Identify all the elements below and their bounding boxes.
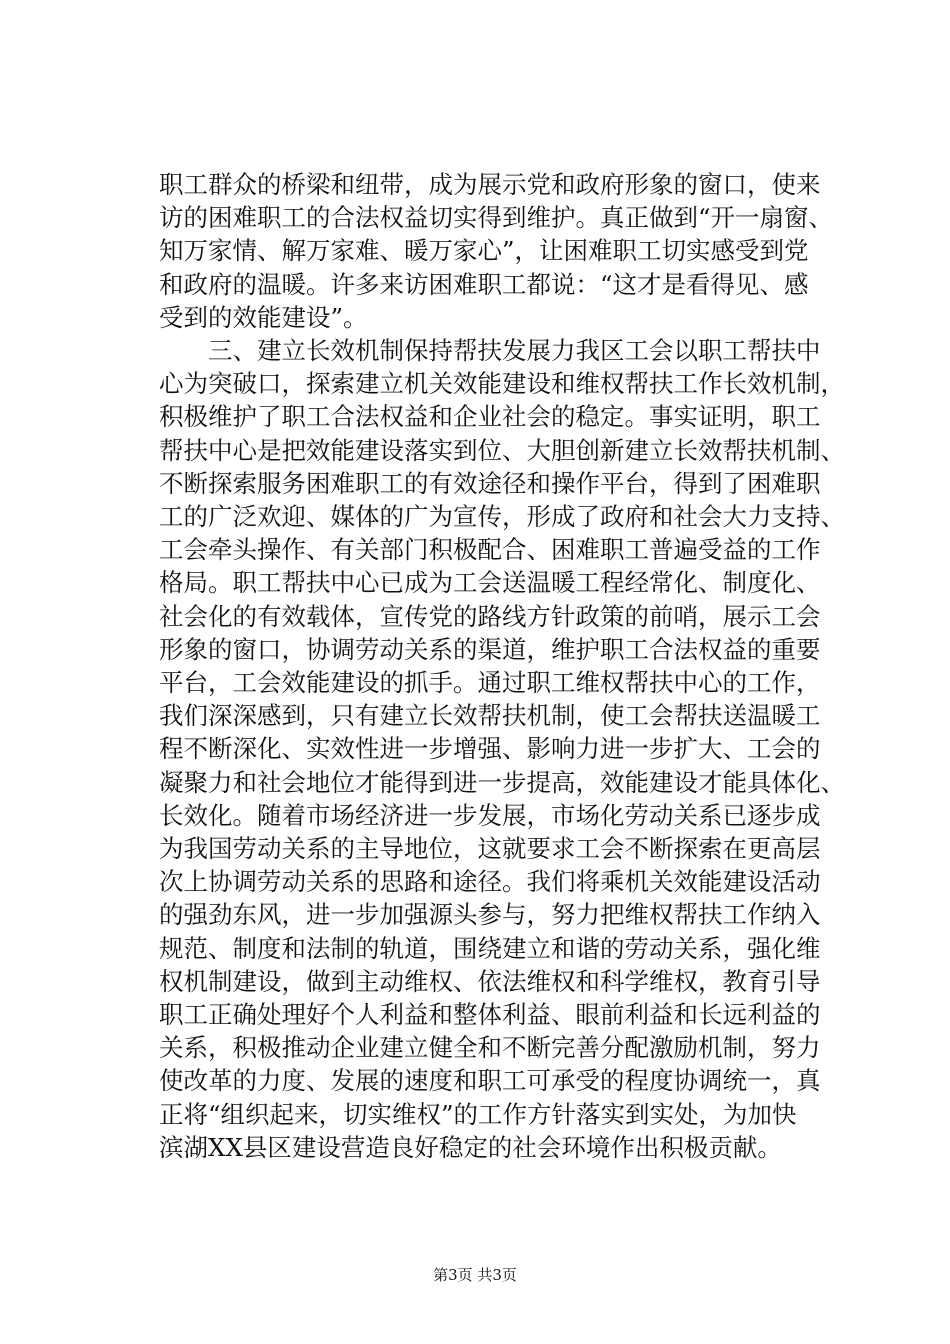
text-line: 帮扶中心是把效能建设落实到位、大胆创新建立长效帮扶机制、 [159,435,845,465]
text-line: 正将“组织起来，切实维权”的工作方针落实到实处，为加快 [159,1099,797,1129]
text-line: 规范、制度和法制的轨道，围绕建立和谐的劳动关系，强化维 [159,933,821,963]
text-line: 社会化的有效载体，宣传党的路线方针政策的前哨，展示工会 [159,601,821,631]
text-line: 平台，工会效能建设的抓手。通过职工维权帮扶中心的工作， [159,668,821,698]
text-line: 长效化。随着市场经济进一步发展，市场化劳动关系已逐步成 [159,800,821,830]
text-line: 不断探索服务困难职工的有效途径和操作平台，得到了困难职 [159,468,821,498]
text-line: 受到的效能建设”。 [159,302,368,332]
page-number-footer: 第3页 共3页 [433,1266,517,1284]
paragraph-heading-line: 三、建立长效机制保持帮扶发展力我区工会以职工帮扶中 [159,336,821,366]
text-line: 关系，积极推动企业建立健全和不断完善分配激励机制，努力 [159,1033,821,1063]
text-line: 职工正确处理好个人利益和整体利益、眼前利益和长远利益的 [159,1000,821,1030]
text-line: 我们深深感到，只有建立长效帮扶机制，使工会帮扶送温暖工 [159,701,821,731]
text-line: 和政府的温暖。许多来访困难职工都说：“这才是看得见、感 [159,269,809,299]
text-line: 职工群众的桥梁和纽带，成为展示党和政府形象的窗口，使来 [159,170,821,199]
text-line: 格局。职工帮扶中心已成为工会送温暖工程经常化、制度化、 [159,568,821,598]
text-line: 使改革的力度、发展的速度和职工可承受的程度协调统一，真 [159,1066,821,1096]
text-line: 工的广泛欢迎、媒体的广为宣传，形成了政府和社会大力支持、 [159,502,845,532]
text-line: 为我国劳动关系的主导地位，这就要求工会不断探索在更高层 [159,834,821,864]
text-line: 工会牵头操作、有关部门积极配合、困难职工普遍受益的工作 [159,535,821,565]
text-line: 积极维护了职工合法权益和企业社会的稳定。事实证明，职工 [159,402,821,432]
document-body [159,168,845,1164]
text-line: 程不断深化、实效性进一步增强、影响力进一步扩大、工会的 [159,734,821,764]
text-line: 凝聚力和社会地位才能得到进一步提高，效能建设才能具体化、 [159,767,845,797]
text-line: 滨湖XX县区建设营造良好稳定的社会环境作出积极贡献。 [159,1132,782,1162]
text-line: 心为突破口，探索建立机关效能建设和维权帮扶工作长效机制， [159,369,845,399]
text-line: 权机制建设，做到主动维权、依法维权和科学维权，教育引导 [159,966,821,996]
text-line: 次上协调劳动关系的思路和途径。我们将乘机关效能建设活动 [159,867,821,897]
text-line: 访的困难职工的合法权益切实得到维护。真正做到“开一扇窗、 [159,203,834,233]
text-line: 形象的窗口，协调劳动关系的渠道，维护职工合法权益的重要 [159,634,821,664]
text-line: 知万家情、解万家难、暖万家心”，让困难职工切实感受到党 [159,236,809,266]
text-line: 的强劲东风，进一步加强源头参与，努力把维权帮扶工作纳入 [159,900,821,930]
